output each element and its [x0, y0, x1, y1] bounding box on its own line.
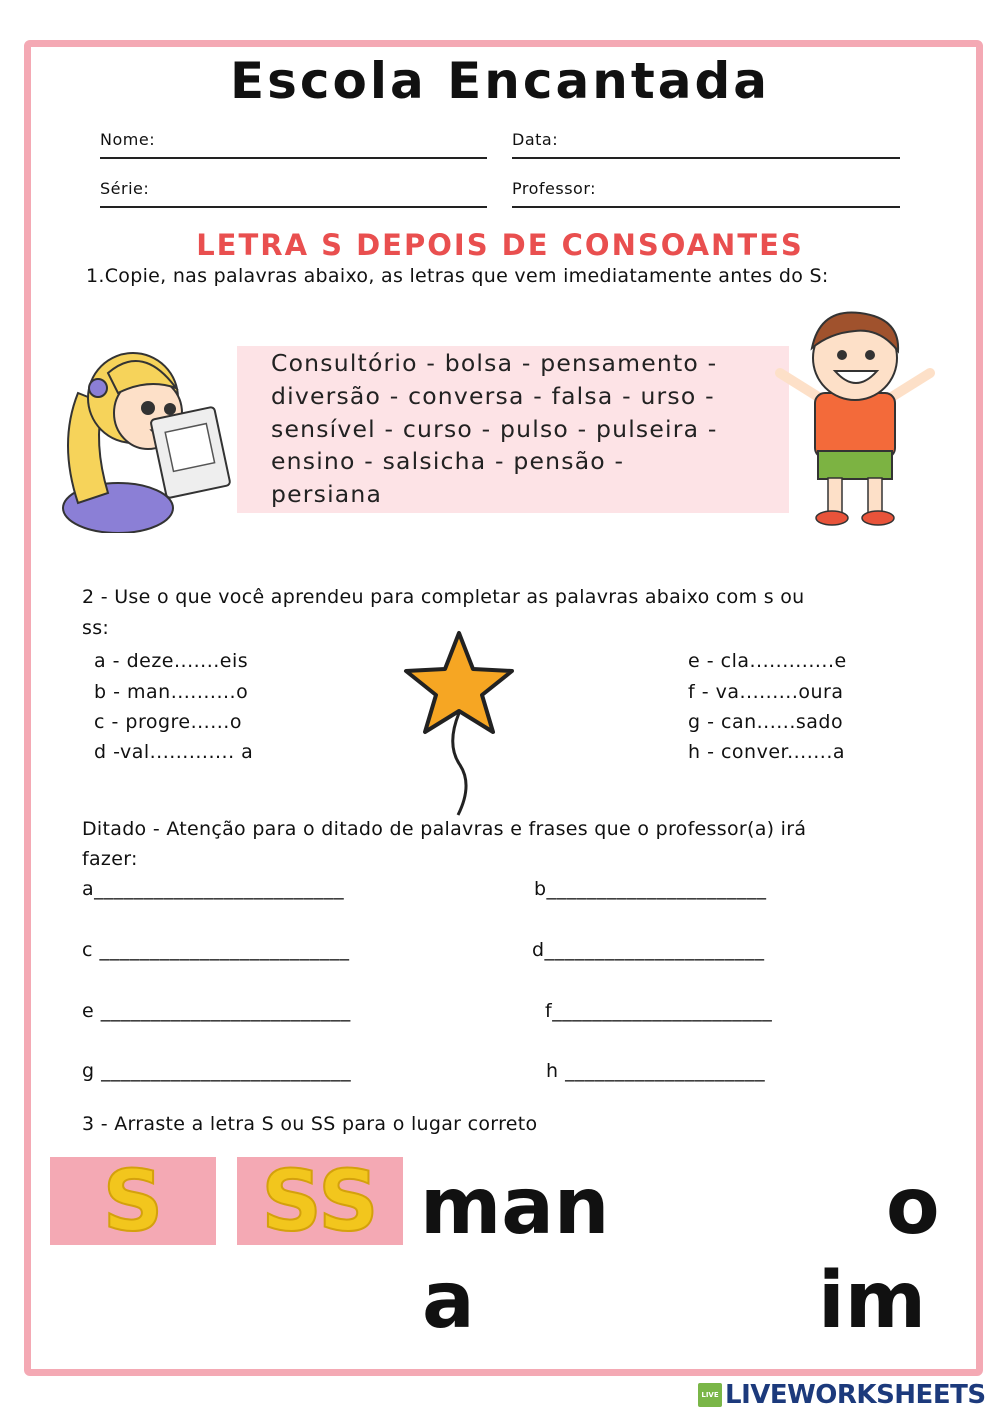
dictation-line-h[interactable]: h ____________________ [546, 1060, 766, 1082]
drag-tile-ss[interactable] [237, 1152, 403, 1250]
word2-end: im [818, 1256, 927, 1346]
girl-reading-illustration [48, 333, 233, 533]
brand-text: LIVEWORKSHEETS [725, 1380, 986, 1410]
dictation-line-c[interactable]: c _________________________ [82, 939, 350, 961]
page-title: Escola Encantada [229, 52, 771, 110]
q2-prompt-line1: 2 - Use o que você aprendeu para completar as palavras abaixo com s ou [82, 586, 805, 608]
star-balloon-icon [398, 625, 520, 820]
section-heading: LETRA S DEPOIS DE CONSOANTES [196, 228, 804, 262]
q1-prompt: 1.Copie, nas palavras abaixo, as letras que vem imediatamente antes do S: [86, 265, 829, 287]
q2-item-c[interactable]: c - progre......o [94, 711, 242, 733]
q2-item-e[interactable]: e - cla.............e [688, 650, 847, 672]
word1-start: man [420, 1162, 610, 1252]
word-line: diversão - conversa - falsa - urso - [271, 381, 715, 410]
drop-zone-word2[interactable] [500, 1260, 800, 1340]
grade-line[interactable] [100, 206, 487, 208]
q2-item-f[interactable]: f - va.........oura [688, 681, 844, 703]
dictation-prompt-line1: Ditado - Atenção para o ditado de palavras e frases que o professor(a) irá [82, 818, 807, 840]
dictation-line-f[interactable]: f______________________ [545, 1000, 773, 1022]
word-line: Consultório - bolsa - pensamento - [271, 349, 718, 377]
date-line[interactable] [512, 157, 900, 159]
grade-label: Série: [100, 179, 150, 198]
liveworksheets-logo[interactable] [698, 1380, 986, 1410]
tile-s-letter: S [102, 1152, 164, 1250]
name-label: Nome: [100, 130, 156, 149]
q2-item-h[interactable]: h - conver.......a [688, 741, 846, 763]
q2-prompt-line2: ss: [82, 617, 110, 639]
dictation-line-d[interactable]: d______________________ [532, 939, 765, 961]
q2-item-a[interactable]: a - deze.......eis [94, 650, 249, 672]
teacher-line[interactable] [512, 206, 900, 208]
drop-zone-word1[interactable] [660, 1165, 860, 1245]
word1-end: o [886, 1162, 940, 1252]
dictation-line-g[interactable]: g _________________________ [82, 1060, 352, 1082]
word-line: persiana [271, 480, 383, 509]
boy-cheering-illustration [770, 303, 940, 533]
word-line: ensino - salsicha - pensão - [271, 447, 625, 476]
q2-item-g[interactable]: g - can......sado [688, 711, 844, 733]
word-line: sensível - curso - pulso - pulseira - [271, 414, 718, 443]
q2-item-b[interactable]: b - man..........o [94, 681, 249, 703]
date-label: Data: [512, 130, 559, 149]
word2-start: a [422, 1256, 475, 1346]
name-line[interactable] [100, 157, 487, 159]
dictation-prompt-line2: fazer: [82, 848, 138, 870]
dictation-line-e[interactable]: e _________________________ [82, 1000, 351, 1022]
q3-prompt: 3 - Arraste a letra S ou SS para o lugar correto [82, 1113, 538, 1135]
dictation-line-b[interactable]: b______________________ [534, 878, 767, 900]
brand-badge-icon: LIVE [698, 1383, 722, 1407]
q2-item-d[interactable]: d -val............. a [94, 741, 254, 763]
tile-ss-letters: SS [261, 1152, 379, 1250]
drag-tile-s[interactable] [50, 1152, 216, 1250]
word-list [271, 347, 781, 511]
teacher-label: Professor: [512, 179, 597, 198]
dictation-line-a[interactable]: a_________________________ [82, 878, 345, 900]
